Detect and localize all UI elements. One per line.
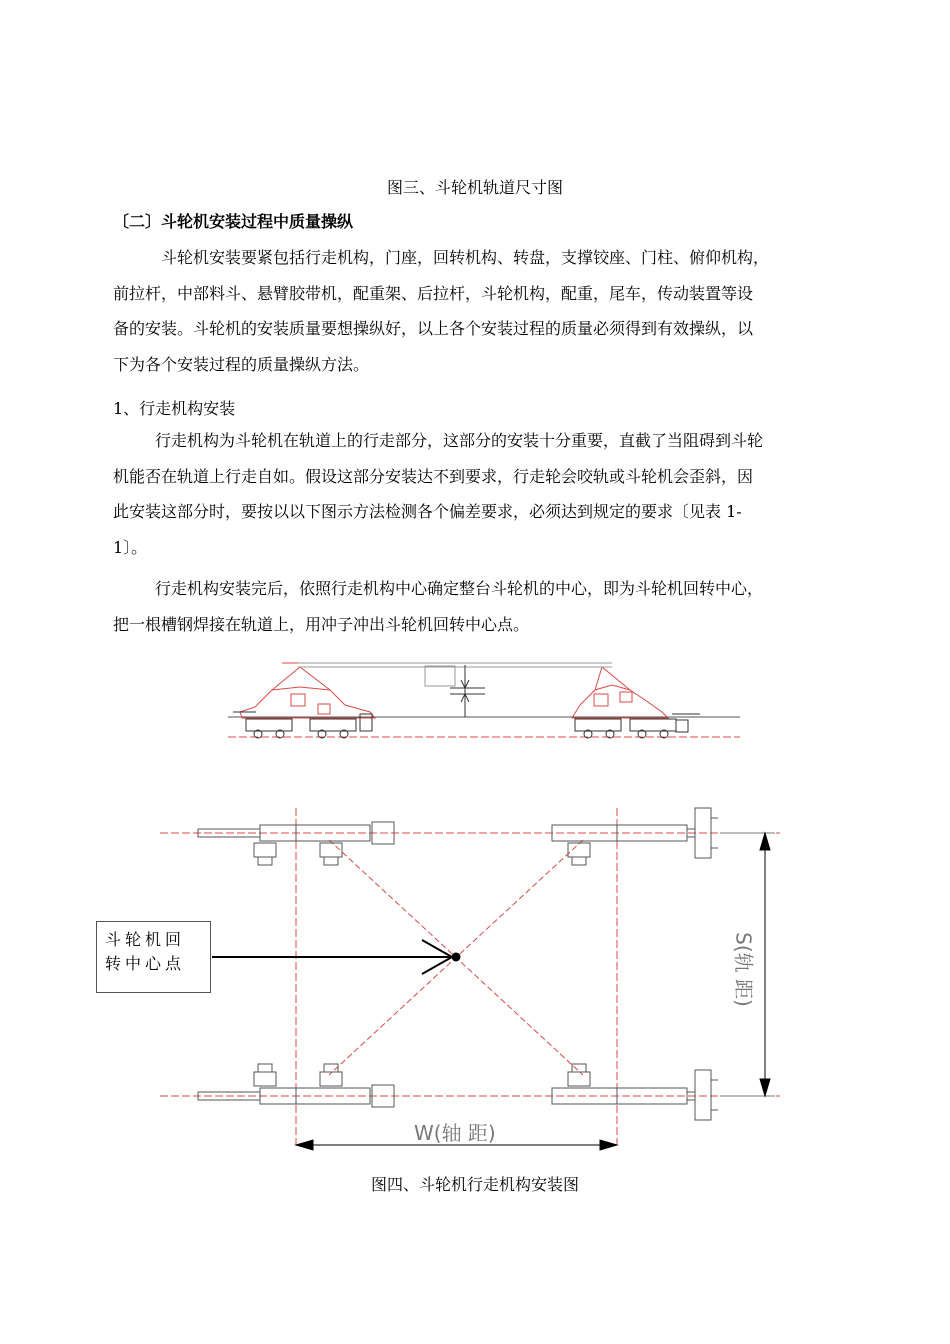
text-line: 下为各个安装过程的质量操纵方法。	[113, 354, 370, 374]
callout-line: 斗轮机回	[105, 930, 186, 949]
gauge-dimension-label: S(轨 距)	[731, 932, 756, 1007]
side-elevation-view	[228, 663, 740, 738]
text-line: 机能否在轨道上行走自如。假设这部分安装达不到要求，行走轮会咬轨或斗轮机会歪斜，因	[113, 466, 754, 486]
rotation-center-callout	[96, 921, 211, 993]
plan-view	[160, 808, 780, 1150]
subsection-heading: 1、行走机构安装	[113, 399, 236, 418]
text-line: 备的安装。斗轮机的安装质量要想操纵好，以上各个安装过程的质量必须得到有效操纵，以	[113, 319, 754, 338]
text-line: 行走机构安装完后，依照行走机构中心确定整台斗轮机的中心，即为斗轮机回转中心，	[155, 579, 764, 598]
figure3-caption: 图三、斗轮机轨道尺寸图	[386, 178, 563, 197]
callout-line: 转中心点	[105, 954, 186, 973]
section-heading: 〔二〕斗轮机安装过程中质量操纵	[113, 212, 354, 231]
wheelbase-dimension-label: W(轴 距)	[414, 1121, 496, 1145]
text-line: 把一根槽钢焊接在轨道上，用冲子冲出斗轮机回转中心点。	[113, 614, 530, 634]
text-line: 此安装这部分时，要按以以下图示方法检测各个偏差要求，必须达到规定的要求〔见表 1-	[113, 502, 742, 521]
text-line: 斗轮机安装要紧包括行走机构，门座，回转机构、转盘，支撑铰座、门柱、俯仰机构，	[161, 248, 770, 267]
text-line: 1〕。	[113, 537, 148, 557]
text-line: 行走机构为斗轮机在轨道上的行走部分，这部分的安装十分重要，直截了当阻碍到斗轮	[155, 431, 764, 450]
figure4-caption: 图四、斗轮机行走机构安装图	[370, 1175, 579, 1194]
text-line: 前拉杆，中部料斗、悬臂胶带机，配重架、后拉杆，斗轮机构，配重，尾车，传动装置等设	[113, 283, 754, 303]
